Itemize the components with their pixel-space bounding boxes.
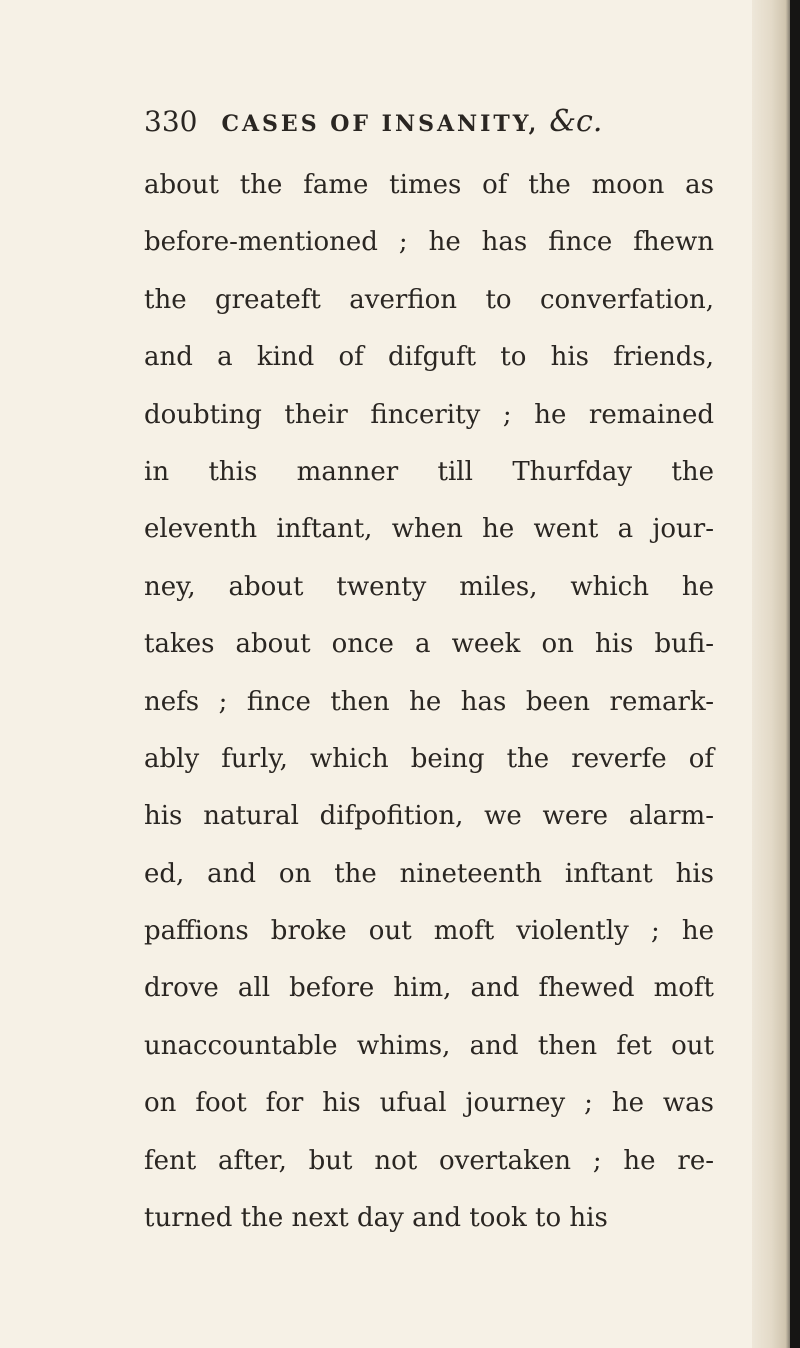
text-line: ed, and on the nineteenth inftant his	[144, 858, 714, 889]
text-line: on foot for his ufual journey ; he was	[144, 1088, 714, 1119]
text-line: about the fame times of the moon as	[144, 170, 714, 200]
page-number: 330	[144, 105, 198, 138]
text-line: and a kind of difguft to his friends,	[144, 342, 714, 373]
running-head-etc: &c.	[549, 104, 603, 139]
text-line: the greateft averfion to converfation,	[144, 284, 714, 315]
text-line: paffions broke out moft violently ; he	[144, 916, 714, 947]
text-line: in this manner till Thurfday the	[144, 456, 714, 487]
text-line: nefs ; fince then he has been remark-	[144, 686, 714, 717]
text-line: unaccountable whims, and then fet out	[144, 1030, 714, 1061]
running-head-title: CASES OF INSANITY,	[221, 111, 540, 137]
text-line: drove all before him, and fhewed moft	[144, 973, 714, 1004]
text-line: takes about once a week on his bufi-	[144, 629, 714, 660]
text-line: fent after, but not overtaken ; he re-	[144, 1145, 714, 1176]
text-line: before-mentioned ; he has fince fhewn	[144, 227, 714, 258]
text-line: his natural difpofition, we were alarm-	[144, 801, 714, 832]
text-line: ney, about twenty miles, which he	[144, 571, 714, 602]
text-line: doubting their fincerity ; he remained	[144, 399, 714, 430]
body-text	[144, 164, 714, 1254]
text-line: turned the next day and took to his	[144, 1203, 608, 1234]
text-line: eleventh inftant, when he went a jour-	[144, 514, 714, 545]
running-head	[144, 104, 602, 148]
text-line: ably furly, which being the reverfe of	[144, 743, 714, 774]
page-edge-shadow	[790, 0, 800, 1348]
